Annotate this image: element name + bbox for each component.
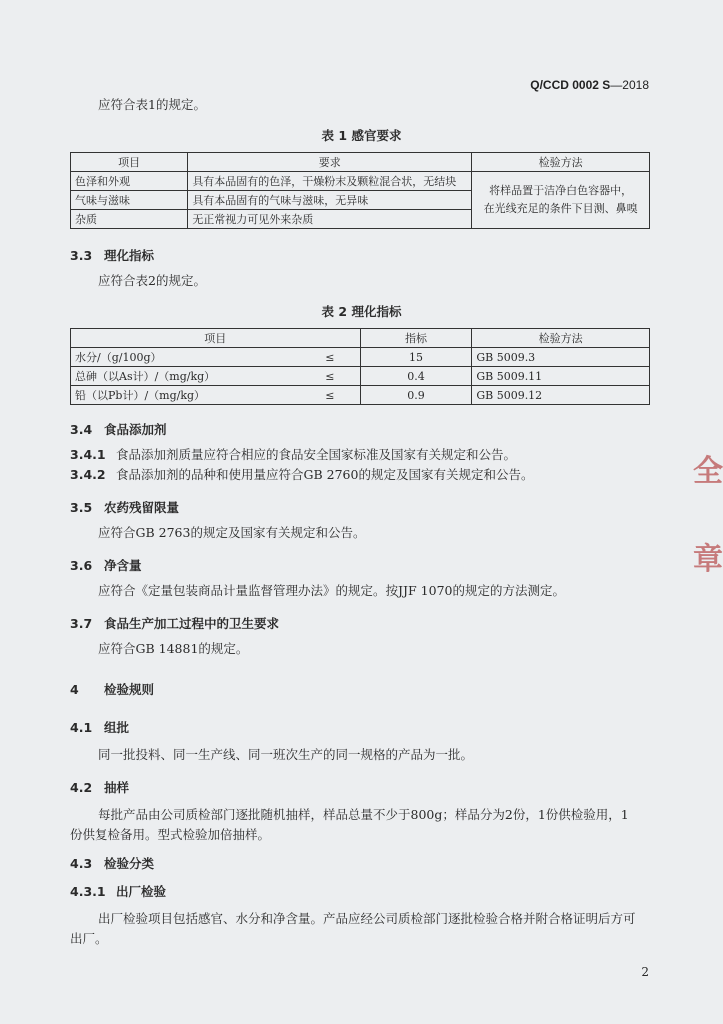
standard-year: —2018 [610, 78, 649, 92]
table-header-row [71, 329, 650, 348]
seal-stamp-fragment: 全 [693, 454, 723, 489]
table-header-cell: 检验方法 [472, 329, 650, 348]
section-number: 4.2 [70, 780, 93, 795]
table-header-row [71, 153, 650, 172]
table1-method-cell [472, 172, 650, 229]
table-cell: 无正常视力可见外来杂质 [188, 210, 472, 229]
table-row [71, 367, 650, 386]
table-cell: 0.4 [360, 367, 472, 386]
section-3-5-text: 应符合GB 2763的规定及国家有关规定和公告。 [98, 525, 366, 540]
page-number: 2 [641, 965, 649, 979]
section-4-1-text: 同一批投料、同一生产线、同一班次生产的同一规格的产品为一批。 [98, 747, 474, 762]
table1 [70, 152, 650, 229]
section-4-3-1-heading [70, 882, 166, 900]
section-title: 检验规则 [104, 682, 155, 697]
section-4-1-heading [70, 718, 129, 736]
section-3-6-heading [70, 556, 142, 574]
section-4-2-heading [70, 778, 129, 796]
section-3-4-2 [70, 466, 533, 484]
table-cell: 0.9 [360, 386, 472, 405]
table-cell: GB 5009.3 [472, 348, 650, 367]
section-3-5-heading [70, 498, 179, 516]
table-cell: 铅（以Pb计）/（mg/kg） [71, 386, 301, 405]
section-4-heading [70, 680, 154, 698]
table-cell: GB 5009.12 [472, 386, 650, 405]
table-cell: 15 [360, 348, 472, 367]
table-cell: 具有本品固有的气味与滋味，无异味 [188, 191, 472, 210]
section-number: 4.3 [70, 856, 93, 871]
table-header-cell: 检验方法 [472, 153, 650, 172]
section-3-4-heading [70, 420, 167, 438]
section-number: 3.4.1 [70, 447, 106, 462]
table-cell: 杂质 [71, 210, 188, 229]
section-title: 食品生产加工过程中的卫生要求 [104, 616, 280, 631]
section-number: 4 [70, 682, 79, 697]
section-4-2-text: 每批产品由公司质检部门逐批随机抽样，样品总量不少于800g；样品分为2份，1份供检验用，1 [98, 807, 629, 822]
standard-code [530, 78, 649, 92]
standard-code-text: Q/CCD 0002 S [530, 78, 611, 92]
table-row [71, 348, 650, 367]
section-number: 3.7 [70, 616, 93, 631]
intro-text: 应符合表1的规定。 [98, 97, 206, 112]
section-4-3-1-text: 出厂。 [70, 931, 108, 946]
table-cell: 气味与滋味 [71, 191, 188, 210]
table1-title: 表 1 感官要求 [321, 128, 402, 143]
table-cell: GB 5009.11 [472, 367, 650, 386]
table-cell: ≤ [300, 348, 360, 367]
section-number: 3.6 [70, 558, 93, 573]
table2 [70, 328, 650, 405]
table2-title: 表 2 理化指标 [321, 304, 402, 319]
method-line: 在光线充足的条件下目测、鼻嗅 [483, 202, 638, 215]
table-row [71, 172, 650, 191]
section-title: 组批 [104, 720, 130, 735]
seal-stamp-fragment: 章 [693, 542, 723, 577]
table-cell: 水分/（g/100g） [71, 348, 301, 367]
table-cell: 色泽和外观 [71, 172, 188, 191]
section-number: 3.4.2 [70, 467, 106, 482]
section-4-3-1-text: 出厂检验项目包括感官、水分和净含量。产品应经公司质检部门逐批检验合格并附合格证明后方可 [98, 911, 636, 926]
section-title: 出厂检验 [116, 884, 167, 899]
method-line: 将样品置于洁净白色容器中， [489, 184, 633, 197]
section-4-2-text: 份供复检备用。型式检验加倍抽样。 [70, 827, 271, 842]
section-number: 4.1 [70, 720, 93, 735]
section-title: 食品添加剂 [104, 422, 167, 437]
section-number: 3.5 [70, 500, 93, 515]
table-header-cell: 项目 [71, 153, 188, 172]
section-title: 净含量 [104, 558, 142, 573]
section-title: 抽样 [104, 780, 130, 795]
section-4-3-heading [70, 854, 154, 872]
section-3-7-heading [70, 614, 279, 632]
table-cell: 总砷（以As计）/（mg/kg） [71, 367, 301, 386]
table-header-cell: 项目 [71, 329, 361, 348]
section-3-3-heading [70, 246, 154, 264]
section-number: 3.3 [70, 248, 93, 263]
section-3-3-text: 应符合表2的规定。 [98, 273, 206, 288]
section-title: 检验分类 [104, 856, 155, 871]
section-title: 农药残留限量 [104, 500, 180, 515]
table-header-cell: 指标 [360, 329, 472, 348]
section-number: 3.4 [70, 422, 93, 437]
section-text: 食品添加剂的品种和使用量应符合GB 2760的规定及国家有关规定和公告。 [116, 467, 534, 482]
section-3-6-text: 应符合《定量包装商品计量监督管理办法》的规定。按JJF 1070的规定的方法测定。 [98, 583, 565, 598]
section-3-7-text: 应符合GB 14881的规定。 [98, 641, 249, 656]
table-header-cell: 要求 [188, 153, 472, 172]
section-number: 4.3.1 [70, 884, 106, 899]
table-cell: ≤ [300, 367, 360, 386]
table-cell: ≤ [300, 386, 360, 405]
table-row [71, 386, 650, 405]
section-text: 食品添加剂质量应符合相应的食品安全国家标准及国家有关规定和公告。 [116, 447, 517, 462]
section-title: 理化指标 [104, 248, 155, 263]
table-cell: 具有本品固有的色泽，干燥粉末及颗粒混合状，无结块 [188, 172, 472, 191]
section-3-4-1 [70, 446, 516, 464]
